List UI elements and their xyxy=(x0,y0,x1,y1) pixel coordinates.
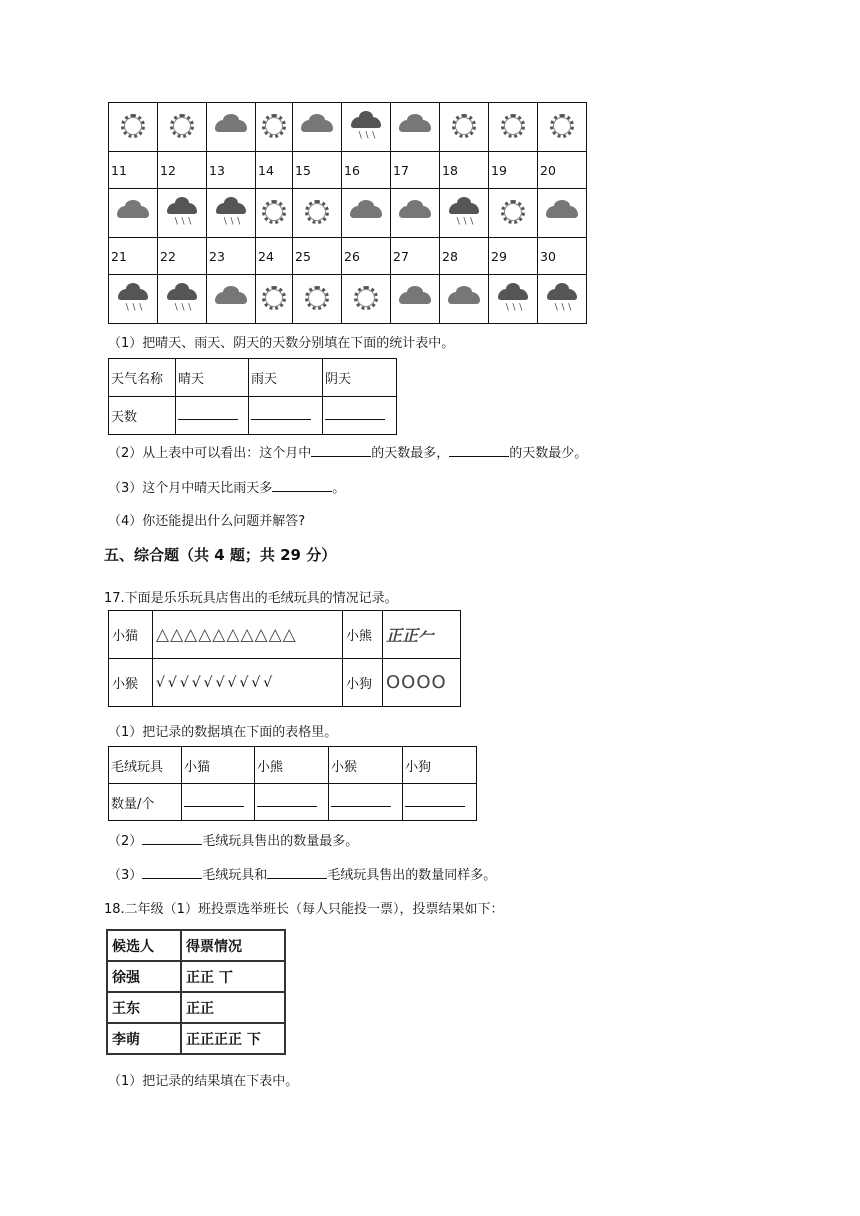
answer-blank[interactable] xyxy=(267,866,327,879)
weather-cell xyxy=(440,103,489,152)
weather-cell xyxy=(207,189,256,238)
candidate-name: 王东 xyxy=(107,992,181,1023)
sunny-icon xyxy=(121,114,145,138)
circle-marks: OOOO xyxy=(386,672,447,693)
weather-row xyxy=(109,103,587,152)
section-title: 五、综合题（共 4 题；共 29 分） xyxy=(104,546,337,564)
sunny-icon xyxy=(550,114,574,138)
answer-blank-cell[interactable] xyxy=(323,397,397,435)
tally-marks xyxy=(153,611,343,659)
answer-blank[interactable] xyxy=(272,479,332,492)
sunny-icon xyxy=(262,286,286,310)
answer-blank-cell[interactable] xyxy=(249,397,323,435)
toy-label: 小猴 xyxy=(109,659,153,707)
text: （3） xyxy=(108,868,143,883)
toy-label: 小熊 xyxy=(343,611,383,659)
day-number: 14 xyxy=(256,152,293,189)
weather-cell xyxy=(440,275,489,324)
weather-cell xyxy=(538,103,587,152)
rainy-icon: ∖∖∖ xyxy=(545,285,579,311)
toy-record-table xyxy=(108,610,461,707)
weather-cell xyxy=(391,189,440,238)
day-number: 24 xyxy=(256,238,293,275)
stat-row-label: 天数 xyxy=(109,397,176,435)
day-number: 27 xyxy=(391,238,440,275)
weather-cell xyxy=(207,103,256,152)
sunny-icon xyxy=(501,200,525,224)
weather-cell xyxy=(256,189,293,238)
sunny-icon xyxy=(354,286,378,310)
answer-blank[interactable] xyxy=(449,444,509,457)
weather-cell xyxy=(489,275,538,324)
day-number: 22 xyxy=(158,238,207,275)
day-number: 12 xyxy=(158,152,207,189)
weather-cell xyxy=(342,189,391,238)
stat-header-cell: 毛绒玩具 xyxy=(109,747,182,784)
weather-cell xyxy=(293,189,342,238)
answer-blank[interactable] xyxy=(142,866,202,879)
text: 毛绒玩具售出的数量同样多。 xyxy=(327,868,497,883)
day-number: 13 xyxy=(207,152,256,189)
tally-marks xyxy=(383,659,461,707)
day-number: 26 xyxy=(342,238,391,275)
weather-stat-table xyxy=(108,358,397,435)
weather-row xyxy=(109,275,587,324)
cloudy-icon xyxy=(399,120,431,132)
weather-cell xyxy=(256,275,293,324)
day-number: 25 xyxy=(293,238,342,275)
text: 毛绒玩具和 xyxy=(202,868,268,883)
weather-cell xyxy=(256,103,293,152)
weather-cell xyxy=(342,103,391,152)
q16-part4: （4）你还能提出什么问题并解答? xyxy=(108,514,306,529)
q17-title: 17.下面是乐乐玩具店售出的毛绒玩具的情况记录。 xyxy=(104,591,398,606)
vote-tally: 正正正正 下 xyxy=(181,1023,285,1054)
day-number: 28 xyxy=(440,238,489,275)
q18-part1: （1）把记录的结果填在下表中。 xyxy=(108,1074,299,1089)
cloudy-icon xyxy=(399,206,431,218)
text: 。 xyxy=(332,481,346,496)
q17-part1: （1）把记录的数据填在下面的表格里。 xyxy=(108,725,338,740)
vote-record-table xyxy=(106,929,286,1055)
weather-cell xyxy=(207,275,256,324)
sunny-icon xyxy=(262,200,286,224)
weather-cell xyxy=(440,189,489,238)
weather-cell xyxy=(538,275,587,324)
weather-row xyxy=(109,152,587,189)
day-number: 29 xyxy=(489,238,538,275)
weather-cell xyxy=(293,103,342,152)
text: 的天数最少。 xyxy=(509,446,588,461)
stat-header-cell: 小狗 xyxy=(403,747,477,784)
vote-tally: 正正 xyxy=(181,992,285,1023)
weather-cell xyxy=(109,189,158,238)
answer-blank[interactable] xyxy=(142,832,202,845)
vote-tally: 正正 丅 xyxy=(181,961,285,992)
cloudy-icon xyxy=(215,292,247,304)
cloudy-icon xyxy=(546,206,578,218)
text: （2）从上表中可以看出：这个月中 xyxy=(108,446,312,461)
q17-part3 xyxy=(108,864,496,883)
weather-cell xyxy=(489,189,538,238)
q16-part3 xyxy=(108,477,345,496)
stat-header-cell: 小猴 xyxy=(329,747,403,784)
sunny-icon xyxy=(305,286,329,310)
toy-label: 小猫 xyxy=(109,611,153,659)
weather-cell xyxy=(489,103,538,152)
sunny-icon xyxy=(305,200,329,224)
answer-blank-cell[interactable] xyxy=(255,784,329,821)
sunny-icon xyxy=(501,114,525,138)
day-number: 17 xyxy=(391,152,440,189)
rainy-icon: ∖∖∖ xyxy=(165,285,199,311)
day-number: 19 xyxy=(489,152,538,189)
cloudy-icon xyxy=(117,206,149,218)
day-number: 21 xyxy=(109,238,158,275)
rainy-icon: ∖∖∖ xyxy=(496,285,530,311)
day-number: 30 xyxy=(538,238,587,275)
text: （3）这个月中晴天比雨天多 xyxy=(108,481,273,496)
answer-blank-cell[interactable] xyxy=(176,397,249,435)
cloudy-icon xyxy=(399,292,431,304)
day-number: 11 xyxy=(109,152,158,189)
vote-header-cell: 候选人 xyxy=(107,930,181,961)
answer-blank-cell[interactable] xyxy=(403,784,477,821)
weather-cell xyxy=(391,275,440,324)
text: 的天数最多， xyxy=(371,446,450,461)
stat-header-cell: 阴天 xyxy=(323,359,397,397)
toy-stat-table xyxy=(108,746,477,821)
tally-marks xyxy=(383,611,461,659)
rainy-icon: ∖∖∖ xyxy=(165,199,199,225)
weather-cell xyxy=(158,189,207,238)
stat-header-cell: 小熊 xyxy=(255,747,329,784)
text: 毛绒玩具售出的数量最多。 xyxy=(202,834,359,849)
rainy-icon: ∖∖∖ xyxy=(447,199,481,225)
q18-title: 18.二年级（1）班投票选举班长（每人只能投一票），投票结果如下： xyxy=(104,902,504,917)
q16-part2 xyxy=(108,442,587,461)
day-number: 16 xyxy=(342,152,391,189)
weather-cell xyxy=(538,189,587,238)
answer-blank[interactable] xyxy=(311,444,371,457)
sunny-icon xyxy=(170,114,194,138)
triangle-marks: △△△△△△△△△△ xyxy=(156,624,297,645)
day-number: 18 xyxy=(440,152,489,189)
cloudy-icon xyxy=(448,292,480,304)
check-marks: √√√√√√√√√√ xyxy=(156,674,276,691)
cloudy-icon xyxy=(301,120,333,132)
stat-header-cell: 雨天 xyxy=(249,359,323,397)
zheng-marks: 正正𠂉 xyxy=(386,626,435,645)
q17-part2 xyxy=(108,830,358,849)
day-number: 20 xyxy=(538,152,587,189)
weather-cell xyxy=(158,275,207,324)
rainy-icon: ∖∖∖ xyxy=(116,285,150,311)
rainy-icon: ∖∖∖ xyxy=(214,199,248,225)
weather-cell xyxy=(293,275,342,324)
weather-cell xyxy=(391,103,440,152)
day-number: 23 xyxy=(207,238,256,275)
weather-cell xyxy=(109,275,158,324)
rainy-icon: ∖∖∖ xyxy=(349,113,383,139)
candidate-name: 李萌 xyxy=(107,1023,181,1054)
text: （2） xyxy=(108,834,143,849)
weather-cell xyxy=(342,275,391,324)
tally-marks xyxy=(153,659,343,707)
answer-blank-cell[interactable] xyxy=(329,784,403,821)
stat-header-cell: 小猫 xyxy=(182,747,255,784)
weather-cell xyxy=(109,103,158,152)
sunny-icon xyxy=(452,114,476,138)
day-number: 15 xyxy=(293,152,342,189)
weather-row xyxy=(109,189,587,238)
stat-header-cell: 晴天 xyxy=(176,359,249,397)
vote-header-cell: 得票情况 xyxy=(181,930,285,961)
stat-row-label: 数量/个 xyxy=(109,784,182,821)
weather-calendar-table xyxy=(108,102,587,324)
sunny-icon xyxy=(262,114,286,138)
answer-blank-cell[interactable] xyxy=(182,784,255,821)
cloudy-icon xyxy=(215,120,247,132)
cloudy-icon xyxy=(350,206,382,218)
weather-cell xyxy=(158,103,207,152)
q16-part1: （1）把晴天、雨天、阴天的天数分别填在下面的统计表中。 xyxy=(108,336,455,351)
stat-header-cell: 天气名称 xyxy=(109,359,176,397)
toy-label: 小狗 xyxy=(343,659,383,707)
weather-row xyxy=(109,238,587,275)
candidate-name: 徐强 xyxy=(107,961,181,992)
